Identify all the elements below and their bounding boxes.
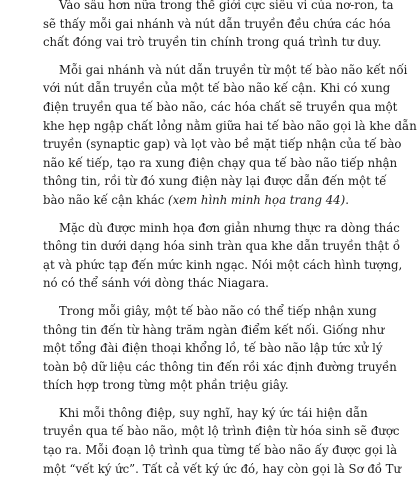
line-text: sẽ thấy mỗi gai nhánh và nút dẫn truyền đều chứa các hóa (43, 16, 391, 31)
text-line (43, 256, 403, 275)
line-text: thông tin, rồi từ đó xung điện này lại được dẫn đến một tế (43, 174, 387, 189)
text-line (43, 15, 391, 34)
text-line (43, 422, 400, 441)
text-line (43, 404, 368, 423)
text-line (43, 117, 417, 136)
line-text: truyền qua tế bào não, một lộ trình điện từ hóa sinh sẽ được (43, 424, 400, 439)
line-text: bào não kế cận khác (43, 192, 169, 207)
paragraph (43, 219, 403, 293)
text-line (43, 61, 408, 80)
line-text: nó có thể sánh với dòng thác Niagara. (43, 276, 269, 291)
text-line (43, 376, 363, 395)
line-text: thông tin dưới dạng hóa sinh tràn qua khe dẫn truyền thật ồ (43, 239, 400, 254)
line-text: Trong mỗi giây, một tế bào não có thể tiếp nhận xung (59, 303, 377, 318)
line-text: một “vết ký ức”. Tất cả vết ký ức đó, hay còn gọi là Sơ đồ Tư (43, 461, 401, 476)
line-text: tạo ra. Mỗi đoạn lộ trình qua từng tế bào não ấy được gọi là (43, 443, 398, 458)
paragraph-gap (43, 293, 363, 302)
text-line (43, 274, 363, 293)
text-line (43, 460, 401, 478)
text-line (43, 339, 383, 358)
paragraph (43, 302, 397, 395)
text-line (43, 172, 387, 191)
text-line (43, 237, 400, 256)
paragraph (43, 61, 417, 210)
line-text: với nút dẫn truyền của một tế bào não kế cận. Khi có xung (43, 81, 391, 96)
paragraph-gap (43, 395, 363, 404)
paragraph (43, 404, 401, 478)
line-text: chất đóng vai trò truyền tin chính trong quá trình tư duy. (43, 35, 382, 50)
paragraph-gap (43, 210, 363, 219)
text-line (43, 154, 398, 173)
line-text: khe hẹp ngập chất lỏng nằm giữa hai tế bào não gọi là khe dẫn (43, 118, 417, 133)
text-line (43, 135, 402, 154)
paragraph-gap (43, 52, 363, 61)
paragraph (43, 0, 394, 52)
line-text: thông tin đến từ hàng trăm ngàn điểm kết nối. Giống như (43, 322, 385, 337)
text-line (43, 358, 397, 377)
text-line (43, 219, 400, 238)
line-text: Mỗi gai nhánh và nút dẫn truyền từ một tế bào não kết nối (59, 62, 408, 77)
text-line (43, 302, 377, 321)
text-line (43, 191, 363, 210)
figure-reference: (xem hình minh họa trang 44) (168, 192, 346, 207)
text-line (43, 441, 398, 460)
line-text: điện truyền qua tế bào não, các hóa chất sẽ truyền qua một (43, 99, 398, 114)
text-line (43, 79, 391, 98)
line-text: Vào sâu hơn nữa trong thế giới cực siêu vi của nơ-ron, ta (59, 0, 394, 12)
line-text: não kế tiếp, tạo ra xung điện chạy qua tế bào não tiếp nhận (43, 155, 398, 170)
text-line (43, 98, 398, 117)
text-line (43, 33, 382, 52)
text-line (43, 321, 385, 340)
line-text: Mặc dù được minh họa đơn giản nhưng thực ra dòng thác (59, 220, 400, 235)
line-punctuation: . (345, 192, 349, 207)
text-column (43, 0, 417, 478)
line-text: toàn bộ dữ liệu các thông tin đến rồi xác định đường truyền (43, 359, 397, 374)
line-text: một tổng đài điện thoại khổng lồ, tế bào não lập tức xử lý (43, 341, 383, 356)
line-text: thích hợp trong từng một phần triệu giây. (43, 378, 289, 393)
text-line (43, 0, 394, 15)
line-text: truyền (synaptic gap) và lọt vào bề mặt tiếp nhận của tế bào (43, 137, 402, 152)
line-text: ạt và phức tạp đến mức kinh ngạc. Nói một cách hình tượng, (43, 257, 403, 272)
line-text: Khi mỗi thông điệp, suy nghĩ, hay ký ức tái hiện dẫn (59, 405, 368, 420)
